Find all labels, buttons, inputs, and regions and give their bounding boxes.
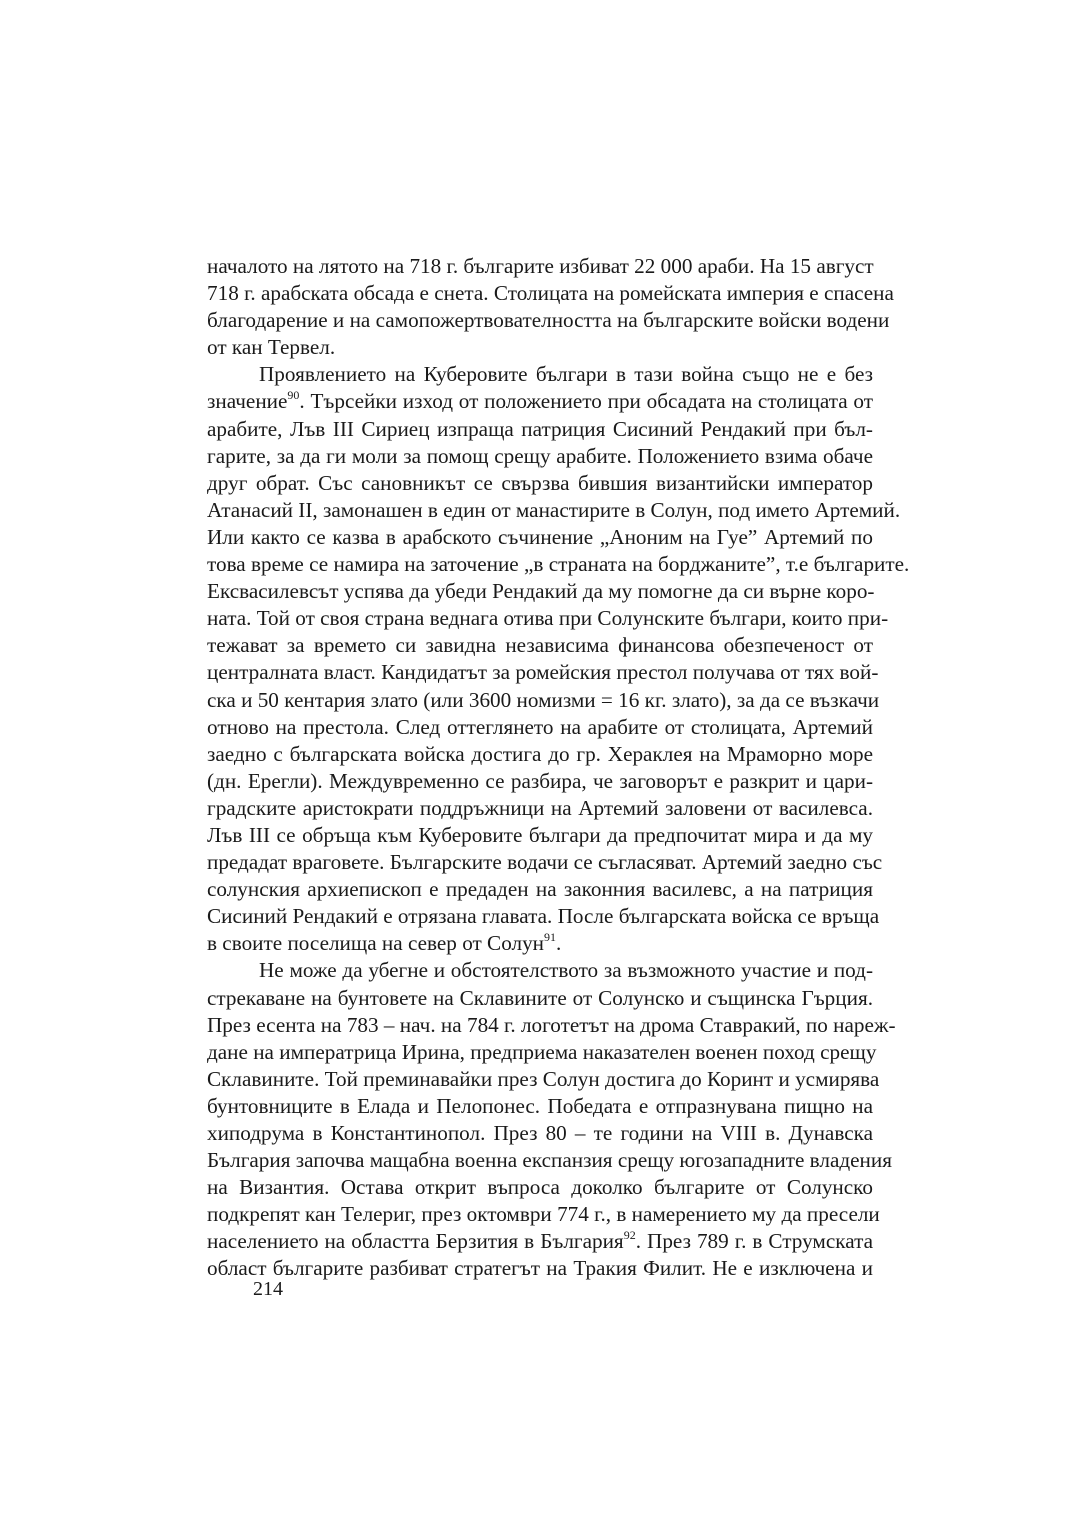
text-segment: в своите поселища на север от Солун (207, 931, 545, 956)
text-line: Склавините. Той преминавайки през Солун достига до Коринт и усмирява (207, 1066, 880, 1091)
text-line: Или както се казва в арабското съчинение „Аноним на Гуе” Артемий по (207, 524, 873, 549)
text-line: арабите, Лъв III Сириец изпраща патриция Сисиний Рендакий при бъл- (207, 416, 873, 441)
text-line: 718 г. арабската обсада е снета. Столицата на ромейската империя е спасена (207, 281, 894, 306)
text-segment: населението на областта Берзития в България (207, 1229, 624, 1254)
text-segment: . През 789 г. в Струмската (635, 1229, 873, 1254)
text-line: отново на престола. След оттеглянето на арабите от столицата, Артемий (207, 714, 873, 739)
text-line (207, 930, 873, 957)
text-line: гарите, за да ги моли за помощ срещу арабите. Положението взима обаче (207, 443, 873, 468)
text-segment: . (556, 931, 562, 956)
text-segment: значение (207, 389, 288, 414)
text-line: градските аристократи поддръжници на Артемий заловени от василевса. (207, 795, 873, 820)
text-line: от кан Тервел. (207, 335, 336, 360)
text-line: подкрепят кан Телериг, през октомври 774 г., в намерението му да пресели (207, 1202, 880, 1227)
text-line: солунския архиепископ е предаден на законния василевс, а на патриция (207, 877, 873, 902)
text-line: предадат враговете. Българските водачи се съгласяват. Артемий заедно със (207, 850, 883, 875)
text-line: ска и 50 кентария злато (или 3600 номизми = 16 кг. злато), за да се възкачи (207, 687, 880, 712)
text-line: (дн. Ерегли). Междувременно се разбира, че заговорът е разкрит и цари- (207, 768, 873, 793)
text-line: централната власт. Кандидатът за ромейския престол получава от тях вой- (207, 660, 879, 685)
text-line: област българите разбиват стратегът на Тракия Филит. Не е изключена и (207, 1256, 873, 1281)
text-line: хиподрума в Константинопол. През 80 – те години на VIII в. Дунавска (207, 1121, 873, 1145)
text-line (207, 388, 873, 415)
text-line: България започва мащабна военна експанзия срещу югозападните владения (207, 1148, 892, 1173)
text-line: Сисиний Рендакий е отрязана главата. После българската войска се връща (207, 904, 880, 929)
footnote-ref-90: 90 (287, 388, 300, 403)
text-line: благодарение и на самопожертвователността на българските войски водени (207, 308, 890, 333)
text-line: Лъв III се обръща към Куберовите българи да предпочитат мира и да му (207, 822, 873, 847)
footnote-ref-91: 91 (544, 930, 557, 945)
text-line: Проявлението на Куберовите българи в тази война също не е без (259, 362, 873, 387)
footnote-ref-92: 92 (623, 1228, 636, 1243)
text-line: на Византия. Остава открит въпроса доколко българите от Солунско (207, 1175, 873, 1200)
text-line: дане на императрица Ирина, предприема наказателен военен поход срещу (207, 1039, 877, 1064)
text-line: Атанасий II, замонашен в един от манастирите в Солун, под името Артемий. (207, 497, 901, 522)
text-line: бунтовниците в Елада и Пелопонес. Победата е отпразнувана пищно на (207, 1093, 873, 1118)
text-line: Не може да убегне и обстоятелството за възможното участие и под- (259, 958, 873, 983)
text-line: През есента на 783 – нач. на 784 г. логотетът на дрома Ставракий, по нареж- (207, 1012, 896, 1037)
text-line: Ексвасилевсът успява да убеди Рендакий да му помогне да си върне коро- (207, 579, 875, 604)
text-line: началото на лятото на 718 г. българите избиват 22 000 араби. На 15 август (207, 254, 874, 278)
text-line: стрекаване на бунтовете на Склавините от Солунско и същинска Гърция. (207, 985, 873, 1010)
text-line: ната. Той от своя страна веднага отива при Солунските българи, които при- (207, 606, 889, 631)
text-line (207, 1228, 873, 1255)
body-text (207, 253, 910, 1283)
text-line: тежават за времето си завидна независима финансова обезпеченост от (207, 633, 873, 658)
page-number: 214 (253, 1278, 283, 1300)
text-line: заедно с българската войска достига до гр. Хераклея на Мраморно море (207, 741, 873, 766)
text-segment: . Търсейки изход от положението при обсадата на столицата от (299, 389, 873, 414)
text-line: това време се намира на заточение „в страната на борджаните”, т.е българите. (207, 552, 910, 577)
text-line: друг обрат. Със сановникът се свързва бившия византийски император (207, 470, 873, 495)
